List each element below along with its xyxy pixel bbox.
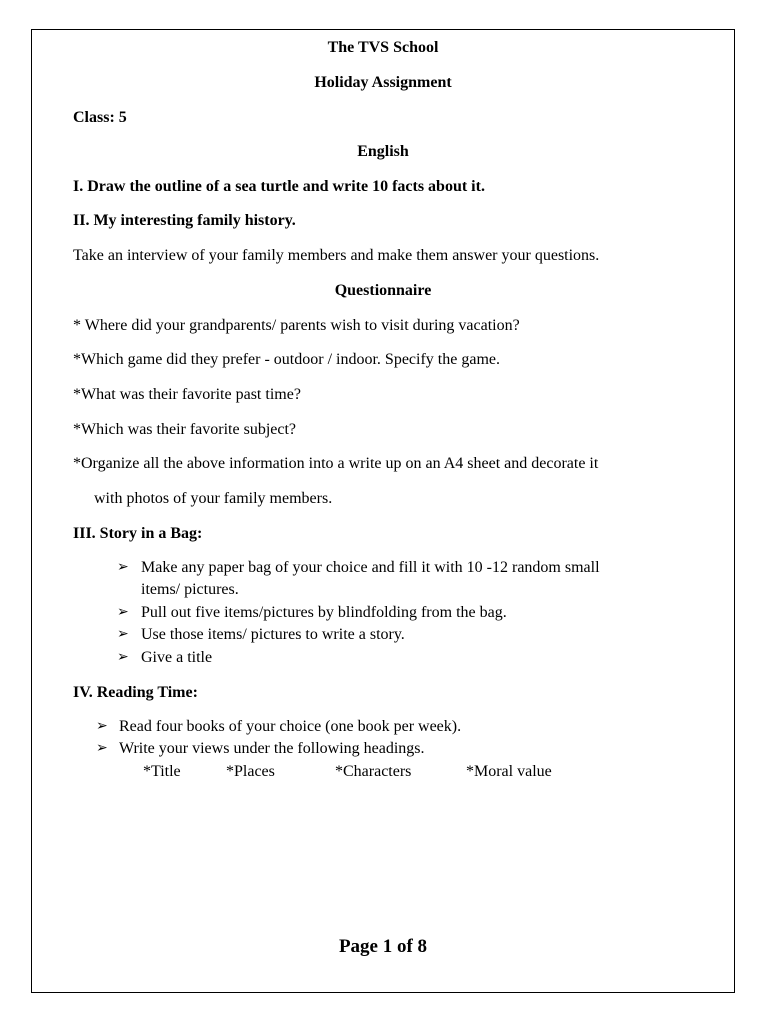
list-item: Write your views under the following headings.: [119, 740, 425, 757]
heading-title: *Title: [143, 763, 181, 780]
school-name: The TVS School: [327, 39, 439, 56]
arrow-bullet-icon: ➢: [117, 560, 129, 575]
heading-characters: *Characters: [335, 763, 412, 780]
question-item: *Which was their favorite subject?: [73, 421, 297, 438]
question-item: *Which game did they prefer - outdoor / indoor. Specify the game.: [73, 351, 500, 368]
arrow-bullet-icon: ➢: [117, 605, 129, 620]
arrow-bullet-icon: ➢: [117, 627, 129, 642]
section-1-heading: I. Draw the outline of a sea turtle and write 10 facts about it.: [73, 178, 485, 195]
heading-moral-value: *Moral value: [466, 763, 552, 780]
page-number: Page 1 of 8: [338, 936, 428, 957]
question-item: *What was their favorite past time?: [73, 386, 301, 403]
section-3-heading: III. Story in a Bag:: [73, 525, 203, 542]
page-border: [31, 29, 735, 993]
question-item: * Where did your grandparents/ parents wish to visit during vacation?: [73, 317, 520, 334]
assignment-title: Holiday Assignment: [314, 74, 452, 91]
section-4-heading: IV. Reading Time:: [73, 684, 198, 701]
list-item: Use those items/ pictures to write a story.: [141, 626, 405, 643]
organize-instruction-line-2: with photos of your family members.: [94, 490, 333, 507]
arrow-bullet-icon: ➢: [117, 650, 129, 665]
list-item: Pull out five items/pictures by blindfolding from the bag.: [141, 604, 507, 621]
section-2-heading: II. My interesting family history.: [73, 212, 296, 229]
organize-instruction-line-1: *Organize all the above information into a write up on an A4 sheet and decorate it: [73, 455, 599, 472]
class-label: Class: 5: [73, 109, 127, 126]
arrow-bullet-icon: ➢: [96, 719, 108, 734]
arrow-bullet-icon: ➢: [96, 741, 108, 756]
list-item: Make any paper bag of your choice and fill it with 10 -12 random small: [141, 559, 600, 576]
section-2-intro: Take an interview of your family members and make them answer your questions.: [73, 247, 600, 264]
subject-title: English: [357, 143, 409, 160]
list-item: Read four books of your choice (one book per week).: [119, 718, 462, 735]
list-item: Give a title: [141, 649, 213, 666]
questionnaire-title: Questionnaire: [334, 282, 432, 299]
heading-places: *Places: [226, 763, 275, 780]
list-item-continuation: items/ pictures.: [141, 581, 239, 598]
